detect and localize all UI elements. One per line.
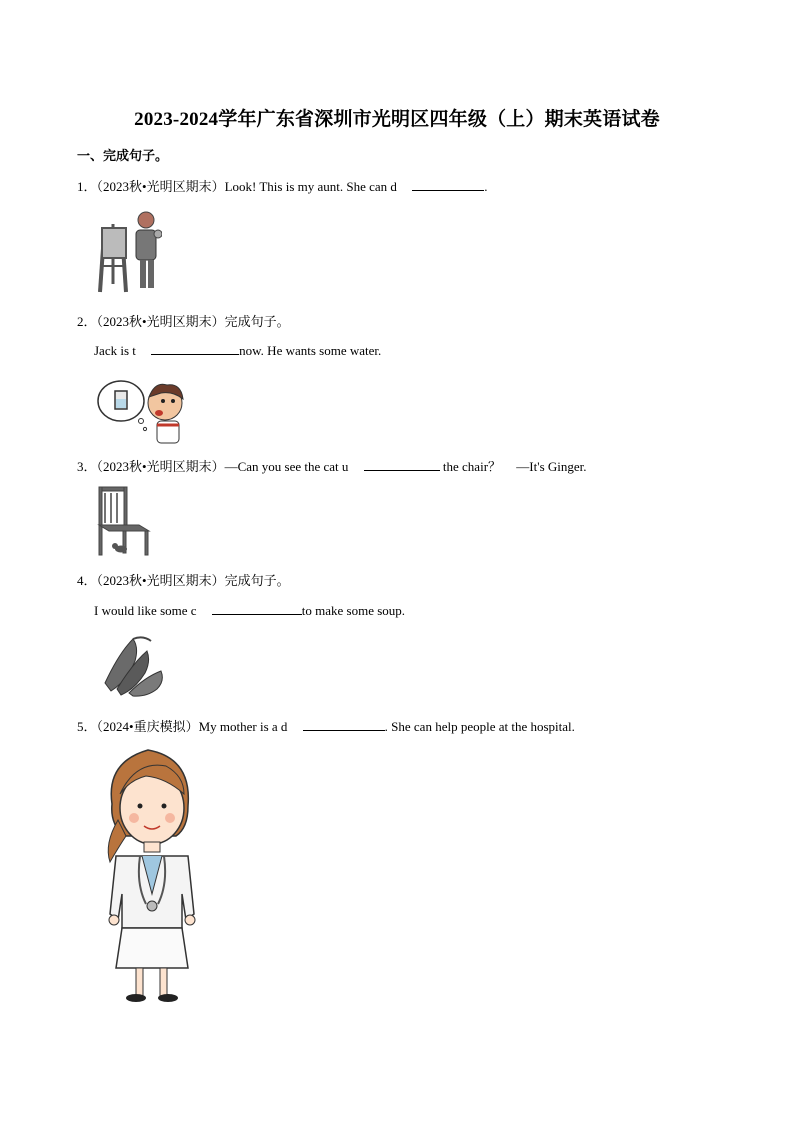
answer-blank[interactable] [412, 178, 484, 191]
question-source: （2023秋•光明区期末） [96, 573, 225, 588]
question-text-after: now. He wants some water. [239, 343, 382, 358]
question-source: （2023秋•光明区期末） [96, 314, 225, 329]
question-number: 4． [77, 573, 97, 588]
corn-picture [99, 633, 169, 697]
question-text: I would like some c [94, 603, 197, 618]
page-title: 2023-2024学年广东省深圳市光明区四年级（上）期末英语试卷 [134, 109, 660, 130]
drawing-easel-woman-picture [96, 204, 162, 296]
answer-blank[interactable] [151, 342, 239, 355]
question-4-sentence [94, 602, 405, 619]
question-text: Jack is t [94, 343, 136, 358]
question-text-after: . She can help people at the hospital. [384, 719, 575, 734]
question-source: （2023秋•光明区期末） [96, 459, 225, 474]
section-heading: 一、完成句子。 [77, 148, 169, 163]
question-2-sentence [94, 342, 381, 359]
question-text-after: to make some soup. [301, 603, 406, 618]
answer-blank[interactable] [212, 602, 302, 615]
question-1 [77, 176, 487, 195]
question-source: （2023秋•光明区期末） [96, 179, 225, 194]
question-number: 1． [77, 179, 97, 194]
answer-blank[interactable] [364, 458, 440, 471]
doctor-picture [96, 744, 202, 1004]
question-text-after: the chair？ [442, 459, 502, 474]
question-4 [77, 570, 290, 589]
question-text: —Can you see the cat u [224, 459, 349, 474]
question-2 [77, 311, 290, 330]
question-source: （2024•重庆模拟） [96, 719, 199, 734]
question-number: 3． [77, 459, 97, 474]
question-text: Look! This is my aunt. She can d [224, 179, 397, 194]
question-5 [77, 716, 575, 735]
question-3 [77, 456, 587, 475]
answer-blank[interactable] [303, 718, 385, 731]
question-number: 5． [77, 719, 97, 734]
question-text-after: . [484, 179, 488, 194]
thirsty-boy-picture [97, 377, 189, 445]
question-text: My mother is a d [198, 719, 288, 734]
chair-with-cat-picture [95, 485, 153, 557]
question-instruction: 完成句子。 [224, 314, 290, 329]
question-reply: —It's Ginger. [516, 459, 587, 474]
question-number: 2． [77, 314, 97, 329]
question-instruction: 完成句子。 [224, 573, 290, 588]
